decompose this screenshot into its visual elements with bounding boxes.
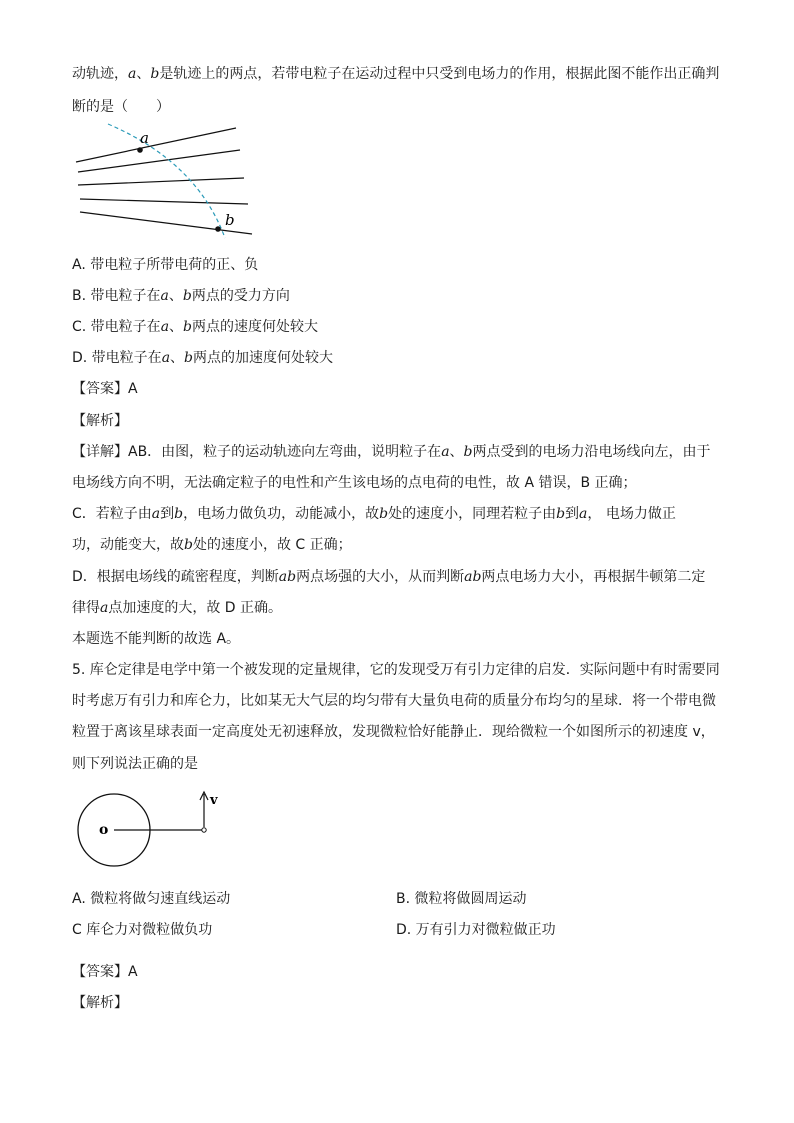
field-line-1 (76, 128, 236, 162)
q5-option-d: D. 万有引力对微粒做正功 (396, 922, 556, 938)
q4-option-d: D. 带电粒子在a、b两点的加速度何处较大 (72, 350, 334, 366)
q4-answer: 【答案】A (72, 381, 138, 397)
q4-stem-line1: 动轨迹，a、b是轨迹上的两点，若带电粒子在运动过程中只受到电场力的作用，根据此图不能作出正确判 (72, 66, 720, 82)
field-line-3 (78, 178, 244, 185)
q4-detail-line2: 电场线方向不明，无法确定粒子的电性和产生该电场的点电荷的电性，故 A 错误，B 正确； (72, 475, 637, 491)
q4-option-a: A. 带电粒子所带电荷的正、负 (72, 257, 259, 273)
q5-stem-line2: 时考虑万有引力和库仑力，比如某无大气层的均匀带有大量负电荷的质量分布均匀的星球．将一个带电微 (72, 693, 716, 709)
q5-option-b: B. 微粒将做圆周运动 (396, 891, 527, 907)
velocity-label: v (210, 793, 218, 808)
label-a: a (140, 129, 149, 147)
q4-detail-line1: 【详解】AB．由图，粒子的运动轨迹向左弯曲，说明粒子在a、b两点受到的电场力沿电场线向左，由于 (72, 444, 711, 460)
q4-detail-line6: 律得a点加速度的大，故 D 正确。 (72, 600, 283, 616)
particle (202, 828, 206, 832)
center-label-o: o (99, 822, 109, 838)
q5-option-c: C 库仑力对微粒做负功 (72, 922, 213, 938)
field-line-2 (78, 150, 240, 172)
point-b (215, 226, 221, 232)
q4-stem-line2: 断的是（ ） (72, 99, 170, 115)
field-lines-figure (72, 122, 262, 240)
planet-figure (72, 786, 232, 874)
q4-detail-line3: C．若粒子由a到b，电场力做负功，动能减小，故b处的速度小，同理若粒子由b到a， 电场力做正 (72, 506, 676, 522)
q4-detail-line5: D．根据电场线的疏密程度，判断ab两点场强的大小，从而判断ab两点电场力大小，再根据牛顿第二定 (72, 569, 706, 585)
q5-stem-line1: 5. 库仑定律是电学中第一个被发现的定量规律，它的发现受万有引力定律的启发．实际问题中有时需要同 (72, 662, 720, 678)
q5-stem-line3: 粒置于离该星球表面一定高度处无初速释放，发现微粒恰好能静止．现给微粒一个如图所示的初速度 v， (72, 724, 715, 740)
q4-detail-line4: 功，动能变大，故b处的速度小，故 C 正确； (72, 537, 352, 553)
q5-option-a: A. 微粒将做匀速直线运动 (72, 891, 231, 907)
q5-stem-line4: 则下列说法正确的是 (72, 756, 198, 772)
point-a (137, 147, 143, 153)
q4-analysis-heading: 【解析】 (72, 413, 128, 429)
label-b: b (225, 211, 235, 229)
q4-option-b: B. 带电粒子在a、b两点的受力方向 (72, 288, 290, 304)
q5-answer: 【答案】A (72, 964, 138, 980)
q5-analysis-heading: 【解析】 (72, 995, 128, 1011)
q4-option-c: C. 带电粒子在a、b两点的速度何处较大 (72, 319, 319, 335)
q4-detail-conclusion: 本题选不能判断的故选 A。 (72, 631, 241, 647)
field-line-4 (80, 199, 248, 204)
